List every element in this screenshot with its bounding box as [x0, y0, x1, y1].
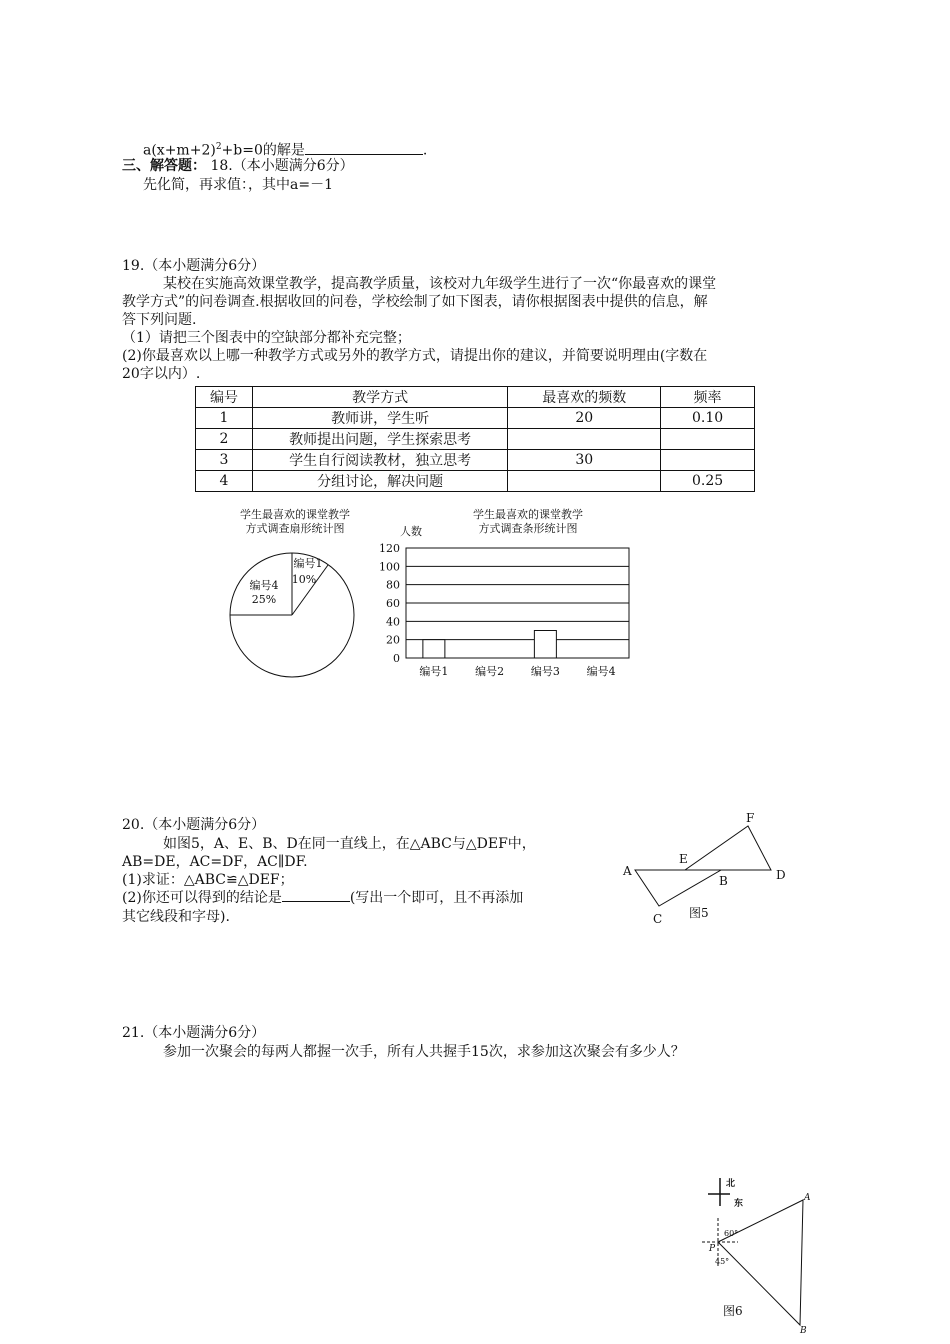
y-tick-label: 100 — [379, 560, 400, 574]
y-tick-label: 80 — [386, 578, 400, 592]
fig5-caption: 图5 — [689, 906, 709, 920]
bar-chart-ylabel: 人数 — [400, 525, 422, 538]
pie-seg1-pct: 10% — [291, 573, 317, 586]
q19-heading: 19.（本小题满分6分） — [122, 258, 266, 274]
q21-heading: 21.（本小题满分6分） — [122, 1025, 266, 1041]
x-tick-label: 编号1 — [419, 665, 449, 678]
fig5-label-f: F — [746, 811, 755, 825]
table-cell: 2 — [196, 429, 253, 450]
pie-seg4-label: 编号4 — [249, 579, 279, 592]
q20-line-4: (2)你还可以得到的结论是 (写出一个即可，且不再添加 — [122, 890, 524, 906]
q18-body: 先化简，再求值：，其中a=－1 — [143, 177, 333, 193]
q20-line-5: 其它线段和字母). — [122, 909, 230, 925]
table-row — [196, 408, 755, 429]
table-cell: 30 — [508, 450, 661, 471]
x-tick-label: 编号2 — [475, 665, 505, 678]
table-header: 最喜欢的频数 — [508, 387, 661, 408]
fig6-north-label: 北 — [726, 1179, 736, 1189]
bar-chart-title-1: 学生最喜欢的课堂教学 — [473, 508, 583, 521]
y-tick-label: 120 — [379, 542, 400, 555]
fig6-label-a: A — [804, 1193, 811, 1203]
table-cell: 0.10 — [661, 408, 755, 429]
q19-item-1: （1）请把三个图表中的空缺部分都补充完整； — [122, 330, 411, 346]
pie-title-1: 学生最喜欢的课堂教学 — [240, 508, 350, 521]
fig6-angle-60: 60° — [724, 1229, 739, 1238]
x-tick-label: 编号3 — [530, 665, 560, 678]
q19-para-2: 教学方式”的问卷调查.根据收回的问卷，学校绘制了如下图表，请你根据图表中提供的信息，解 — [122, 294, 708, 310]
table-cell: 4 — [196, 471, 253, 492]
table-cell-blank[interactable] — [661, 429, 755, 450]
figure-5 — [615, 810, 800, 930]
table-cell: 教师讲，学生听 — [252, 408, 508, 429]
q20-line-3: (1)求证：△ABC≌△DEF； — [122, 872, 294, 888]
q17-answer-blank[interactable] — [305, 142, 423, 155]
survey-table — [195, 386, 755, 492]
table-cell: 教师提出问题，学生探索思考 — [252, 429, 508, 450]
q17-answer-line: $a(x+m+2)^2+b=0$的解是 . — [143, 142, 428, 159]
section3-heading: 三、解答题： 18.（本小题满分6分） — [122, 158, 354, 174]
table-cell-blank[interactable] — [661, 450, 755, 471]
y-tick-label: 60 — [386, 597, 400, 610]
fig6-east-label: 东 — [734, 1199, 744, 1209]
q20-heading: 20.（本小题满分6分） — [122, 817, 266, 833]
table-cell: 学生自行阅读教材，独立思考 — [252, 450, 508, 471]
triangle-abc — [635, 870, 721, 906]
fig6-label-b: B — [800, 1326, 807, 1335]
q19-item-2a: (2)你最喜欢以上哪一种教学方式或另外的教学方式，请提出你的建议，并简要说明理由(字数在 — [122, 348, 708, 364]
grid-lines — [406, 566, 629, 639]
y-tick-labels — [379, 542, 400, 665]
bar — [534, 631, 556, 659]
table-cell-blank[interactable] — [508, 429, 661, 450]
pie-chart — [220, 505, 370, 685]
table-row — [196, 450, 755, 471]
fig5-label-c: C — [653, 912, 663, 926]
fig6-caption: 图6 — [723, 1304, 743, 1318]
fig5-label-e: E — [679, 852, 688, 866]
fig5-label-a: A — [623, 864, 632, 878]
table-cell: 3 — [196, 450, 253, 471]
x-tick-label: 编号4 — [586, 665, 616, 678]
y-tick-label: 0 — [393, 652, 400, 665]
q19-item-2b: 20字以内）. — [122, 366, 201, 382]
table-row — [196, 429, 755, 450]
table-cell: 0.25 — [661, 471, 755, 492]
q19-para-1: 某校在实施高效课堂教学，提高教学质量，该校对九年级学生进行了一次“你最喜欢的课堂 — [163, 276, 717, 292]
y-tick-label: 40 — [386, 615, 400, 629]
fig5-label-b: B — [719, 874, 728, 888]
q20-line-2: AB=DE，AC=DF，AC∥DF. — [122, 854, 308, 870]
pie-seg4-pct: 25% — [251, 593, 277, 606]
table-header: 教学方式 — [252, 387, 508, 408]
q21-body: 参加一次聚会的每两人都握一次手，所有人共握手15次，求参加这次聚会有多少人？ — [163, 1044, 685, 1060]
fig6-label-p: P — [709, 1244, 716, 1254]
table-cell: 20 — [508, 408, 661, 429]
figure-6 — [700, 1170, 830, 1335]
q20-answer-blank[interactable] — [282, 889, 350, 902]
y-tick-label: 20 — [386, 633, 400, 647]
pie-title-2: 方式调查扇形统计图 — [245, 522, 345, 535]
table-header-row — [196, 387, 755, 408]
triangle-def — [685, 826, 771, 870]
table-row — [196, 471, 755, 492]
q19-para-3: 答下列问题. — [122, 312, 197, 328]
bar — [423, 640, 445, 658]
fig6-angle-45: 45° — [715, 1257, 730, 1266]
table-cell: 分组讨论，解决问题 — [252, 471, 508, 492]
table-header: 编号 — [196, 387, 253, 408]
bars — [423, 631, 557, 659]
fig5-label-d: D — [776, 868, 786, 882]
table-cell-blank[interactable] — [508, 471, 661, 492]
table-cell: 1 — [196, 408, 253, 429]
q20-line-1: 如图5，A、E、B、D在同一直线上，在△ABC与△DEF中， — [163, 836, 536, 852]
pie-seg1-label: 编号1 — [293, 557, 323, 570]
bar-chart-title-2: 方式调查条形统计图 — [478, 522, 578, 535]
x-tick-labels — [419, 664, 615, 678]
bar-chart — [370, 505, 640, 685]
table-header: 频率 — [661, 387, 755, 408]
